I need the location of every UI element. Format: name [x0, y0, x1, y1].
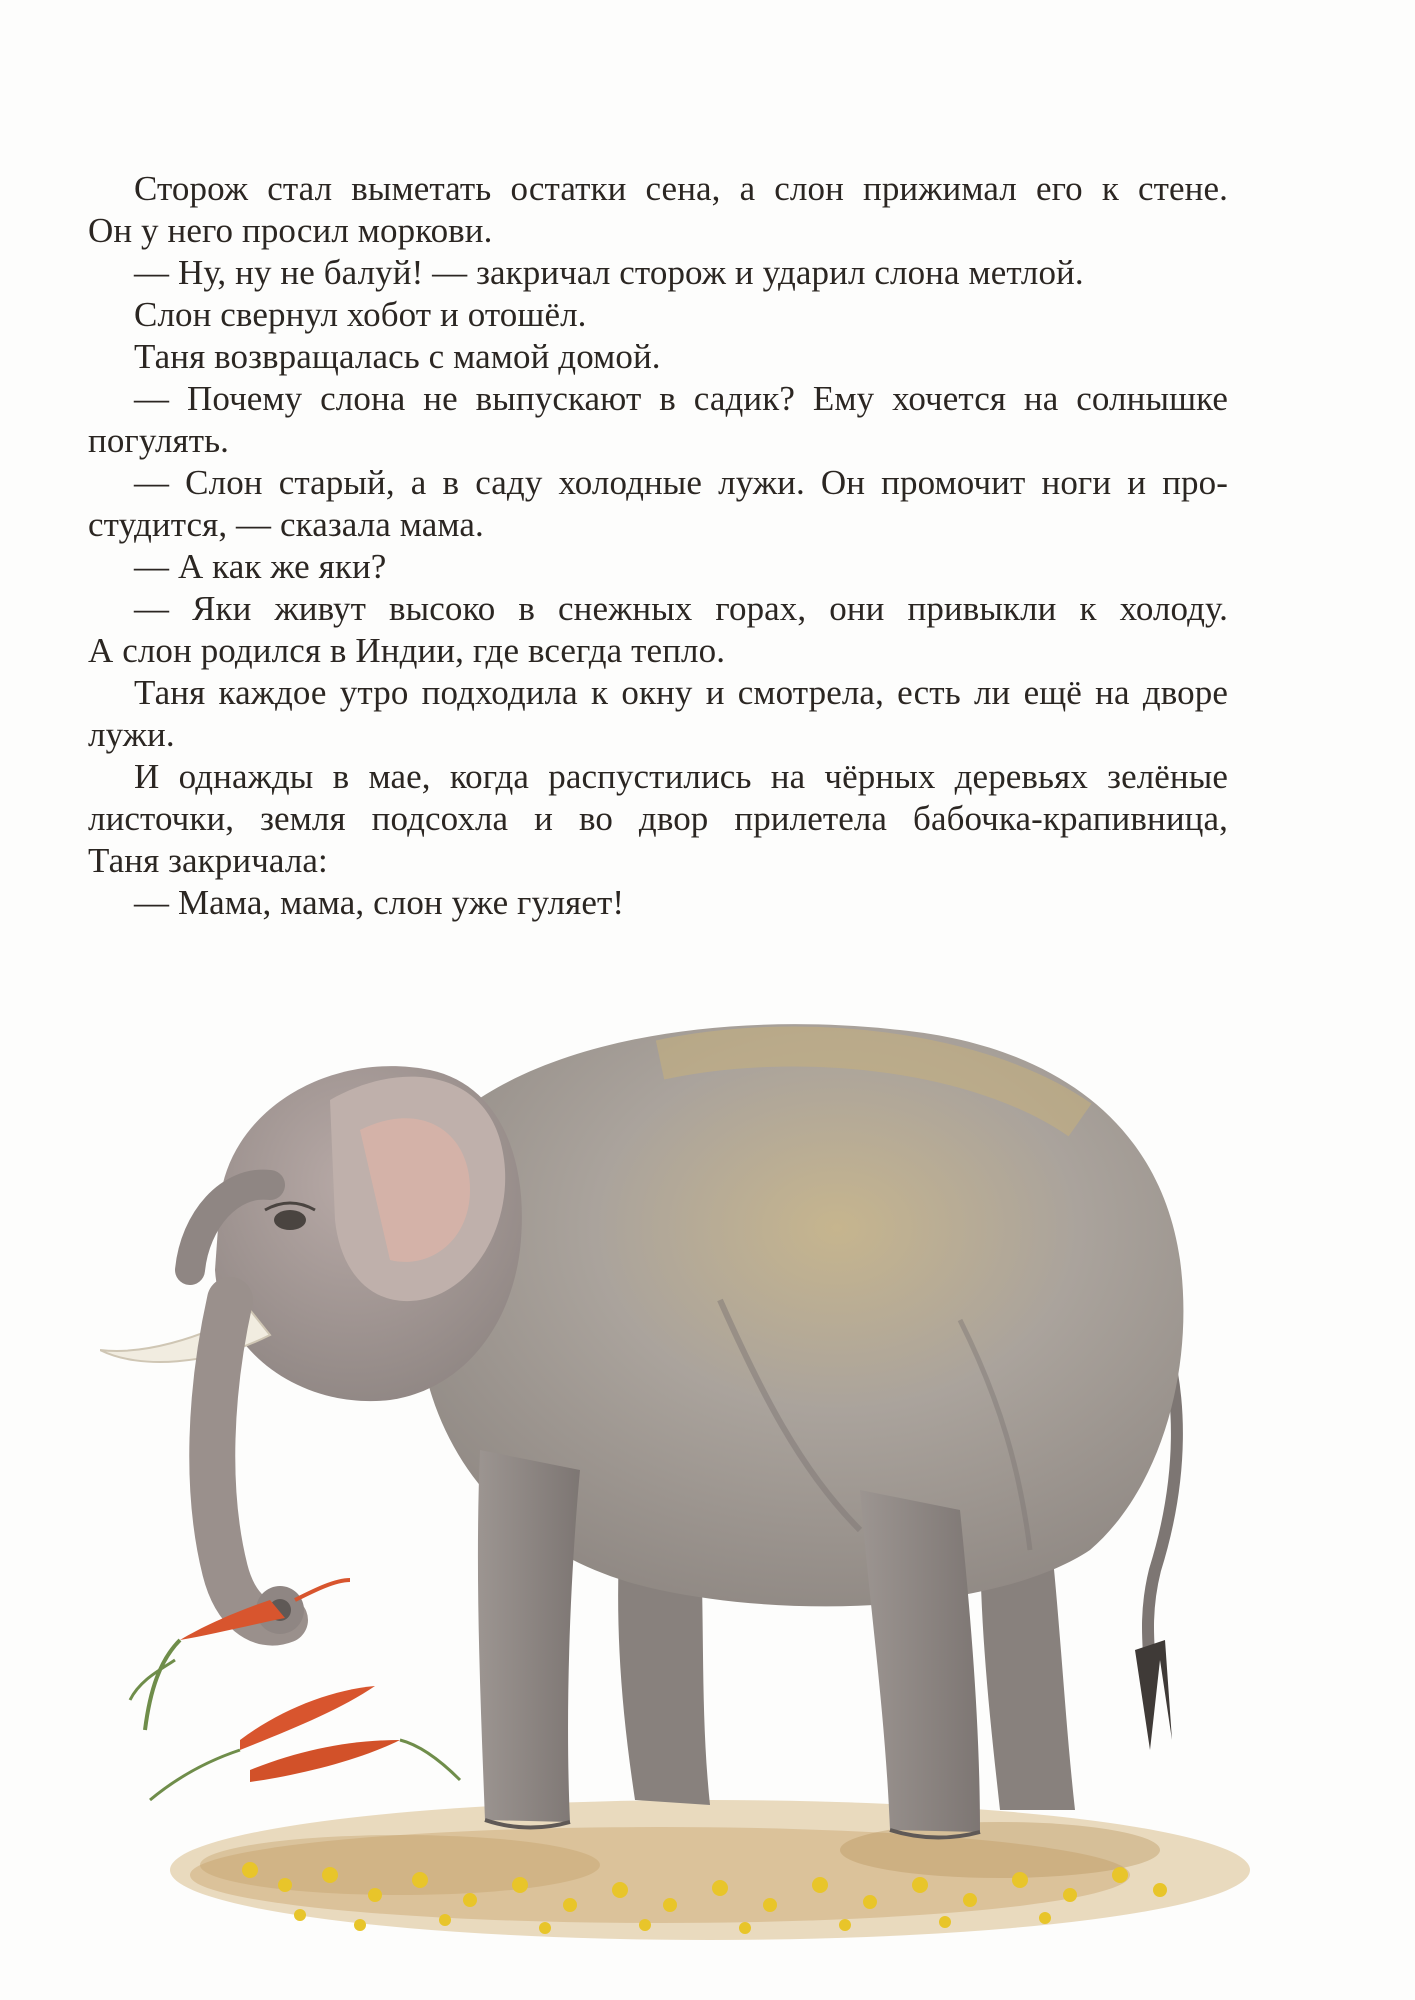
text-line-16: листочки, земля подсохла и во двор прилетела бабочка-крапивница,	[88, 799, 1228, 838]
text-line-1: Сторож стал выметать остатки сена, а слон прижимал его к стене.	[134, 169, 1228, 208]
text-line-13: Таня каждое утро подходила к окну и смотрела, есть ли ещё на дворе	[134, 673, 1228, 712]
elephant-illustration	[100, 970, 1260, 1980]
text-line-8: — Слон старый, а в саду холодные лужи. Он промочит ноги и про-	[134, 463, 1228, 502]
text-line-12: А слон родился в Индии, где всегда тепло.	[88, 631, 726, 670]
text-line-14: лужи.	[88, 715, 175, 754]
text-line-17: Таня закричала:	[88, 841, 328, 880]
text-line-15: И однажды в мае, когда распустились на чёрных деревьях зелёные	[134, 757, 1228, 796]
text-line-5: Таня возвращалась с мамой домой.	[134, 337, 661, 376]
text-line-4: Слон свернул хобот и отошёл.	[134, 295, 587, 334]
text-line-7: погулять.	[88, 421, 230, 460]
story-text	[88, 168, 1228, 924]
text-line-10: — А как же яки?	[134, 547, 387, 586]
text-line-6: — Почему слона не выпускают в садик? Ему хочется на солнышке	[134, 379, 1228, 418]
text-line-11: — Яки живут высоко в снежных горах, они привыкли к холоду.	[134, 589, 1228, 628]
text-line-2: Он у него просил моркови.	[88, 211, 493, 250]
text-line-3: — Ну, ну не балуй! — закричал сторож и ударил слона метлой.	[134, 253, 1084, 292]
text-line-18: — Мама, мама, слон уже гуляет!	[134, 883, 625, 922]
elephant-drawing	[100, 970, 1260, 1980]
text-line-9: студится, — сказала мама.	[88, 505, 484, 544]
